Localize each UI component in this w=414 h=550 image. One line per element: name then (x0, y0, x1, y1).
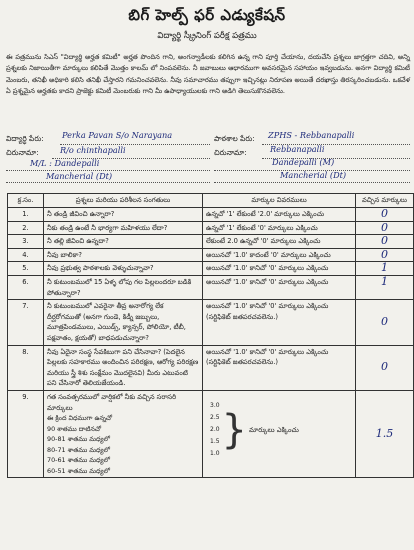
table-row (8, 221, 414, 235)
row-marks: ఉన్నచో '1' లేకుంటే '2.0' మార్కులు ఎక్కించు (203, 208, 356, 222)
district-value[interactable]: Mancherial (Dt) (46, 171, 113, 181)
row-number: 3. (8, 235, 44, 249)
form-subtitle: విద్యార్థి స్క్రీనింగ్ పరీక్ష పత్రము (157, 31, 257, 41)
option-item: 90 శాతము దాటినచో (47, 424, 101, 433)
row-number: 1. (8, 208, 44, 222)
row-question: నీ కుటుంబములో 15 ఏళ్ళ లోపు గల పిల్లలందరూ బడికి పోతున్నారా? (44, 275, 203, 299)
percentage-options (47, 413, 199, 476)
row-question: నీ కుటుంబములో ఎవరైనా తీవ్ర అనారోగ్య లేక దీర్ఘరోగముతో (అనగా గుండె, కిడ్నీ జబ్బులు, మూత్రపిండములు, ఎయిడ్స్, క్యాన్సర్, పోలియో, టీబీ, పక్షవాతం, క్షయతో) బాధపడుచున్నారా? (44, 300, 203, 345)
option-item: 60-51 శాతము మధ్యలో (47, 466, 110, 475)
school-district-value[interactable]: Mancherial (Dt) (280, 170, 347, 180)
table-row (8, 275, 414, 299)
row-question: నీ తల్లి జీవించి ఉన్నదా? (44, 235, 203, 249)
table-row (8, 235, 414, 249)
school-address-value[interactable]: Rebbanapalli (270, 144, 325, 154)
row-score[interactable]: 0 (356, 221, 414, 235)
row-marks: అయినచో '1.0' కానిచో '0' మార్కులు ఎక్కించు (సర్టిఫికెట్ జతపరచవలెను.) (203, 345, 356, 390)
table-row (8, 300, 414, 345)
option-item: 70-61 శాతము మధ్యలో (47, 456, 110, 465)
row-number: 2. (8, 221, 44, 235)
row-marks (203, 390, 356, 477)
scale-value: 2.0 (210, 425, 220, 433)
option-item: ఈ క్రింద విధముగా ఉన్నచో (47, 414, 113, 423)
table-row (8, 345, 414, 390)
student-name-label: విద్యార్థి పేరు: (6, 134, 44, 143)
row-marks: లేకుంటే 2.0 ఉన్నచో '0' మార్కులు ఎక్కించు (203, 235, 356, 249)
header-marks-details: మార్కుల వివరములు (203, 194, 356, 208)
scale-value: 1.5 (210, 437, 220, 445)
school-name-value[interactable]: ZPHS - Rebbanapalli (268, 130, 355, 140)
row-question-text: గత సంవత్సరములో వార్షికలో నీకు వచ్చిన సరాసరి మార్కులు (47, 392, 177, 412)
row-marks: అయినచో '1.0' కాదంటే '0' మార్కులు ఎక్కించు (203, 248, 356, 262)
scale-values (206, 400, 220, 460)
row-question: నీకు తండ్రి ఉంటే నీ భార్యగా మహిళయు లేదా? (44, 221, 203, 235)
address-label: చిరునామా: (6, 148, 39, 157)
school-address-label: చిరునామా: (214, 148, 247, 157)
form-title: బిగ్ హెల్ప్ ఫర్ ఎడ్యుకేషన్ (128, 6, 286, 24)
option-item: 80-71 శాతము మధ్యలో (47, 445, 110, 454)
marks-scale (206, 400, 352, 460)
screening-table (7, 193, 414, 478)
header-score: వచ్చిన మార్కులు (356, 194, 414, 208)
intro-paragraph: ఈ పత్రమును సిఎస్ "విద్యార్థి అర్హత కమిటీ" అర్హత పొందిన గాని, అంగన్వాడీలకు కలిగిన ఉన్న గాని పూర్తి చేయాను, దయచేసి ప్రశ్నలు జాగ్రత్తగా చదివి, అన్ని ప్రశ్నలకు నిజాయితీగా మార్కులు కలిపితే మొత్తం కాలమ్ లో నింపవలెను. నీ జవాబులు ఆధారముగా అవసరమైన సహాయం ఇవ్వబడును. అనగా విద్యార్థి కమిటీ మెంబరు, తనిఖీ అధికారి కలిసి తనిఖీ చేస్తారని గమనించవలెను. నీవు సమాచారము తప్పుగా ఇచ్చినట్లు నిరూపణ అయితే దరఖాస్తు తిరస్కరించబడును. ఒకవేళ ఏ ప్రశ్నమైన అర్హతకు కాదని ప్రాజెక్టు కమిటీ మెంబరుకు గాని మీ ఉపాధ్యాయులకు గాని అడిగి తెలుసుకొనవలెను. (6, 53, 410, 95)
row-marks: ఉన్నచో '1' లేకుంటే '0' మార్కులు ఎక్కించు (203, 221, 356, 235)
row-question: నీవు ఏదైనా సంస్థ సేవకిబుగా పని చేసినావా? (పెదలైన పిల్లలకు సహకారము అందించిన పరిరక్షణ, ఆరోగ్య పరిరక్షణ మరియు స్త్రీ శిశు సంక్షేమం మొదలైనవి) మీరు ఎటువంటి పని చేసినారో తెలియజేయండి. (44, 345, 203, 390)
row-question: నీవు బాలికా? (44, 248, 203, 262)
row-score[interactable]: 1 (356, 275, 414, 299)
table-row (8, 248, 414, 262)
header-question: ప్రశ్నలు మరియు పరిశీలన సంగతులు (44, 194, 203, 208)
row-score[interactable]: 1 (356, 262, 414, 276)
row-question (44, 390, 203, 477)
row-marks-text: మార్కులు ఎక్కించు (249, 425, 299, 434)
option-item: 90-81 శాతము మధ్యలో (47, 435, 110, 444)
row-number: 6. (8, 275, 44, 299)
student-name-value[interactable]: Perka Pavan S/o Narayana (62, 130, 173, 140)
school-name-label: పాఠశాల పేరు: (214, 134, 255, 143)
row-question: నీ తండ్రి జీవించి ఉన్నారా? (44, 208, 203, 222)
row-score[interactable]: 0 (356, 345, 414, 390)
row-score[interactable]: 0 (356, 300, 414, 345)
row-score[interactable]: 0 (356, 248, 414, 262)
row-number: 9. (8, 390, 44, 477)
row-marks: అయినచో '1.0' కానిచో '0' మార్కులు ఎక్కించు (సర్టిఫికెట్ జతపరచవలెను.) (203, 300, 356, 345)
row-question: నీవు ప్రభుత్వ పాఠశాలకు వెళ్ళుచున్నావా? (44, 262, 203, 276)
scale-value: 1.0 (210, 449, 220, 457)
school-mandal-value[interactable]: Dandepalli (M) (272, 157, 335, 167)
row-marks: అయినచో '1.0' కానిచో '0' మార్కులు ఎక్కించు (203, 275, 356, 299)
table-header-row (8, 194, 414, 208)
table-row (8, 208, 414, 222)
address-value[interactable]: R/o chinthapalli (60, 145, 126, 155)
scale-value: 2.5 (210, 413, 220, 421)
row-score[interactable]: 0 (356, 208, 414, 222)
mandal-value[interactable]: M/L : Dandepalli (30, 158, 100, 168)
district-line (6, 182, 210, 183)
header-serial: క్ర.సం. (8, 194, 44, 208)
row-number: 7. (8, 300, 44, 345)
table-row (8, 390, 414, 477)
school-district-line (214, 182, 410, 183)
row-number: 5. (8, 262, 44, 276)
scale-value: 3.0 (210, 401, 220, 409)
brace-symbol: } (221, 406, 247, 453)
row-marks: అయినచో '1.0' కానిచో '0' మార్కులు ఎక్కించు (203, 262, 356, 276)
row-score[interactable]: 0 (356, 235, 414, 249)
table-row (8, 262, 414, 276)
row-score[interactable]: 1.5 (356, 390, 414, 477)
row-number: 4. (8, 248, 44, 262)
row-number: 8. (8, 345, 44, 390)
